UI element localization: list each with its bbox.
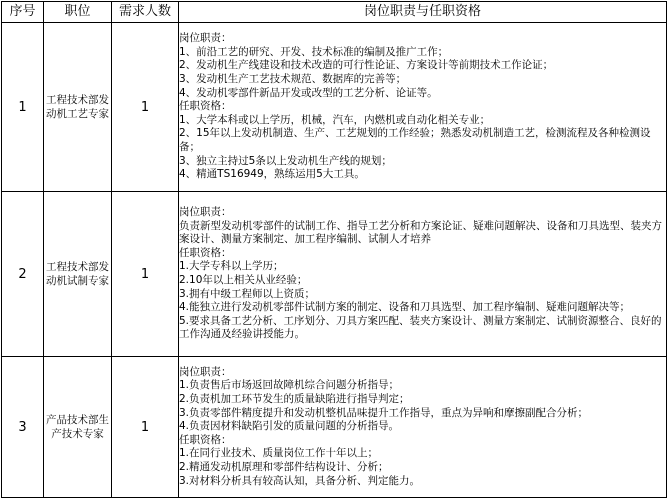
duty-line: 1、大学本科或以上学历，机械，汽车，内燃机或自动化相关专业； bbox=[179, 113, 491, 126]
duty-line: 3.拥有中级工程师以上资质； bbox=[179, 287, 316, 300]
row-count: 1 bbox=[112, 23, 179, 192]
header-row bbox=[2, 2, 667, 23]
duty-line: 2.负责机加工环节发生的质量缺陷进行指导判定； bbox=[179, 393, 410, 406]
header-idx: 序号 bbox=[2, 2, 44, 23]
job-requirements-table bbox=[1, 1, 667, 498]
duty-line: 岗位职责： bbox=[179, 206, 232, 219]
duty-line: 3.对材料分析具有较高认知，具备分析、判定能力。 bbox=[179, 474, 421, 487]
duty-line: 岗位职责： bbox=[179, 365, 232, 378]
duty-line: 4.负责因材料缺陷引发的质量问题的分析指导。 bbox=[179, 420, 400, 433]
row-count: 1 bbox=[112, 192, 179, 357]
duty-line: 4、精通TS16949，熟练运用5大工具。 bbox=[179, 168, 365, 181]
duty-line: 1.大学专科以上学历； bbox=[179, 260, 284, 273]
duty-line: 5.要求具备工艺分析、工序划分、刀具方案匹配、装夹方案设计、测量方案制定、试制资源整合、良好的工作沟通及经验讲授能力。 bbox=[179, 314, 662, 341]
duty-line: 任职资格： bbox=[179, 100, 232, 113]
duty-line: 2.精通发动机原理和零部件结构设计、分析； bbox=[179, 460, 389, 473]
duty-line: 1.在同行业技术、质量岗位工作十年以上； bbox=[179, 447, 379, 460]
duty-line: 2、15年以上发动机制造、生产、工艺规划的工作经验；熟悉发动机制造工艺，检测流程及各种检测设备； bbox=[179, 127, 651, 153]
duty-line: 负责新型发动机零部件的试制工作、指导工艺分析和方案论证、疑难问题解决、设备和刀具选型、装夹方案设计、测量方案制定、加工程序编制、试制人才培养 bbox=[179, 219, 662, 246]
duty-line: 3.负责零部件精度提升和发动机整机品味提升工作指导，重点为异响和摩擦副配合分析； bbox=[179, 406, 589, 419]
row-count: 1 bbox=[112, 357, 179, 498]
duty-line: 4、发动机零部件新品开发或改型的工艺分析、论证等。 bbox=[179, 86, 438, 99]
duty-line: 1、前沿工艺的研究、开发、技术标准的编制及推广工作； bbox=[179, 45, 449, 58]
duty-line: 3、独立主持过5条以上发动机生产线的规划； bbox=[179, 154, 392, 167]
duty-line: 任职资格： bbox=[179, 246, 232, 259]
row-position: 工程技术部发动机工艺专家 bbox=[44, 23, 112, 192]
row-position: 产品技术部生产技术专家 bbox=[44, 357, 112, 498]
table-row bbox=[2, 357, 667, 498]
row-duty bbox=[179, 357, 667, 498]
duty-line: 岗位职责： bbox=[179, 32, 232, 45]
duty-line: 2.10年以上相关从业经验； bbox=[179, 274, 308, 286]
duty-line: 2、发动机生产线建设和技术改造的可行性论证、方案设计等前期技术工作论证； bbox=[179, 59, 554, 72]
duty-line: 3、发动机生产工艺技术规范、数据库的完善等； bbox=[179, 73, 407, 86]
row-position: 工程技术部发动机试制专家 bbox=[44, 192, 112, 357]
row-idx: 1 bbox=[2, 23, 44, 192]
row-idx: 2 bbox=[2, 192, 44, 357]
row-idx: 3 bbox=[2, 357, 44, 498]
header-position: 职位 bbox=[44, 2, 112, 23]
header-duty: 岗位职责与任职资格 bbox=[179, 2, 667, 23]
row-duty bbox=[179, 192, 667, 357]
table-row bbox=[2, 23, 667, 192]
table-row bbox=[2, 192, 667, 357]
header-count: 需求人数 bbox=[112, 2, 179, 23]
duty-line: 任职资格： bbox=[179, 433, 232, 446]
row-duty bbox=[179, 23, 667, 192]
duty-line: 4.能独立进行发动机零部件试制方案的制定、设备和刀具选型、加工程序编制、疑难问题解决等； bbox=[179, 301, 631, 314]
duty-line: 1.负责售后市场返回故障机综合问题分析指导； bbox=[179, 379, 400, 392]
